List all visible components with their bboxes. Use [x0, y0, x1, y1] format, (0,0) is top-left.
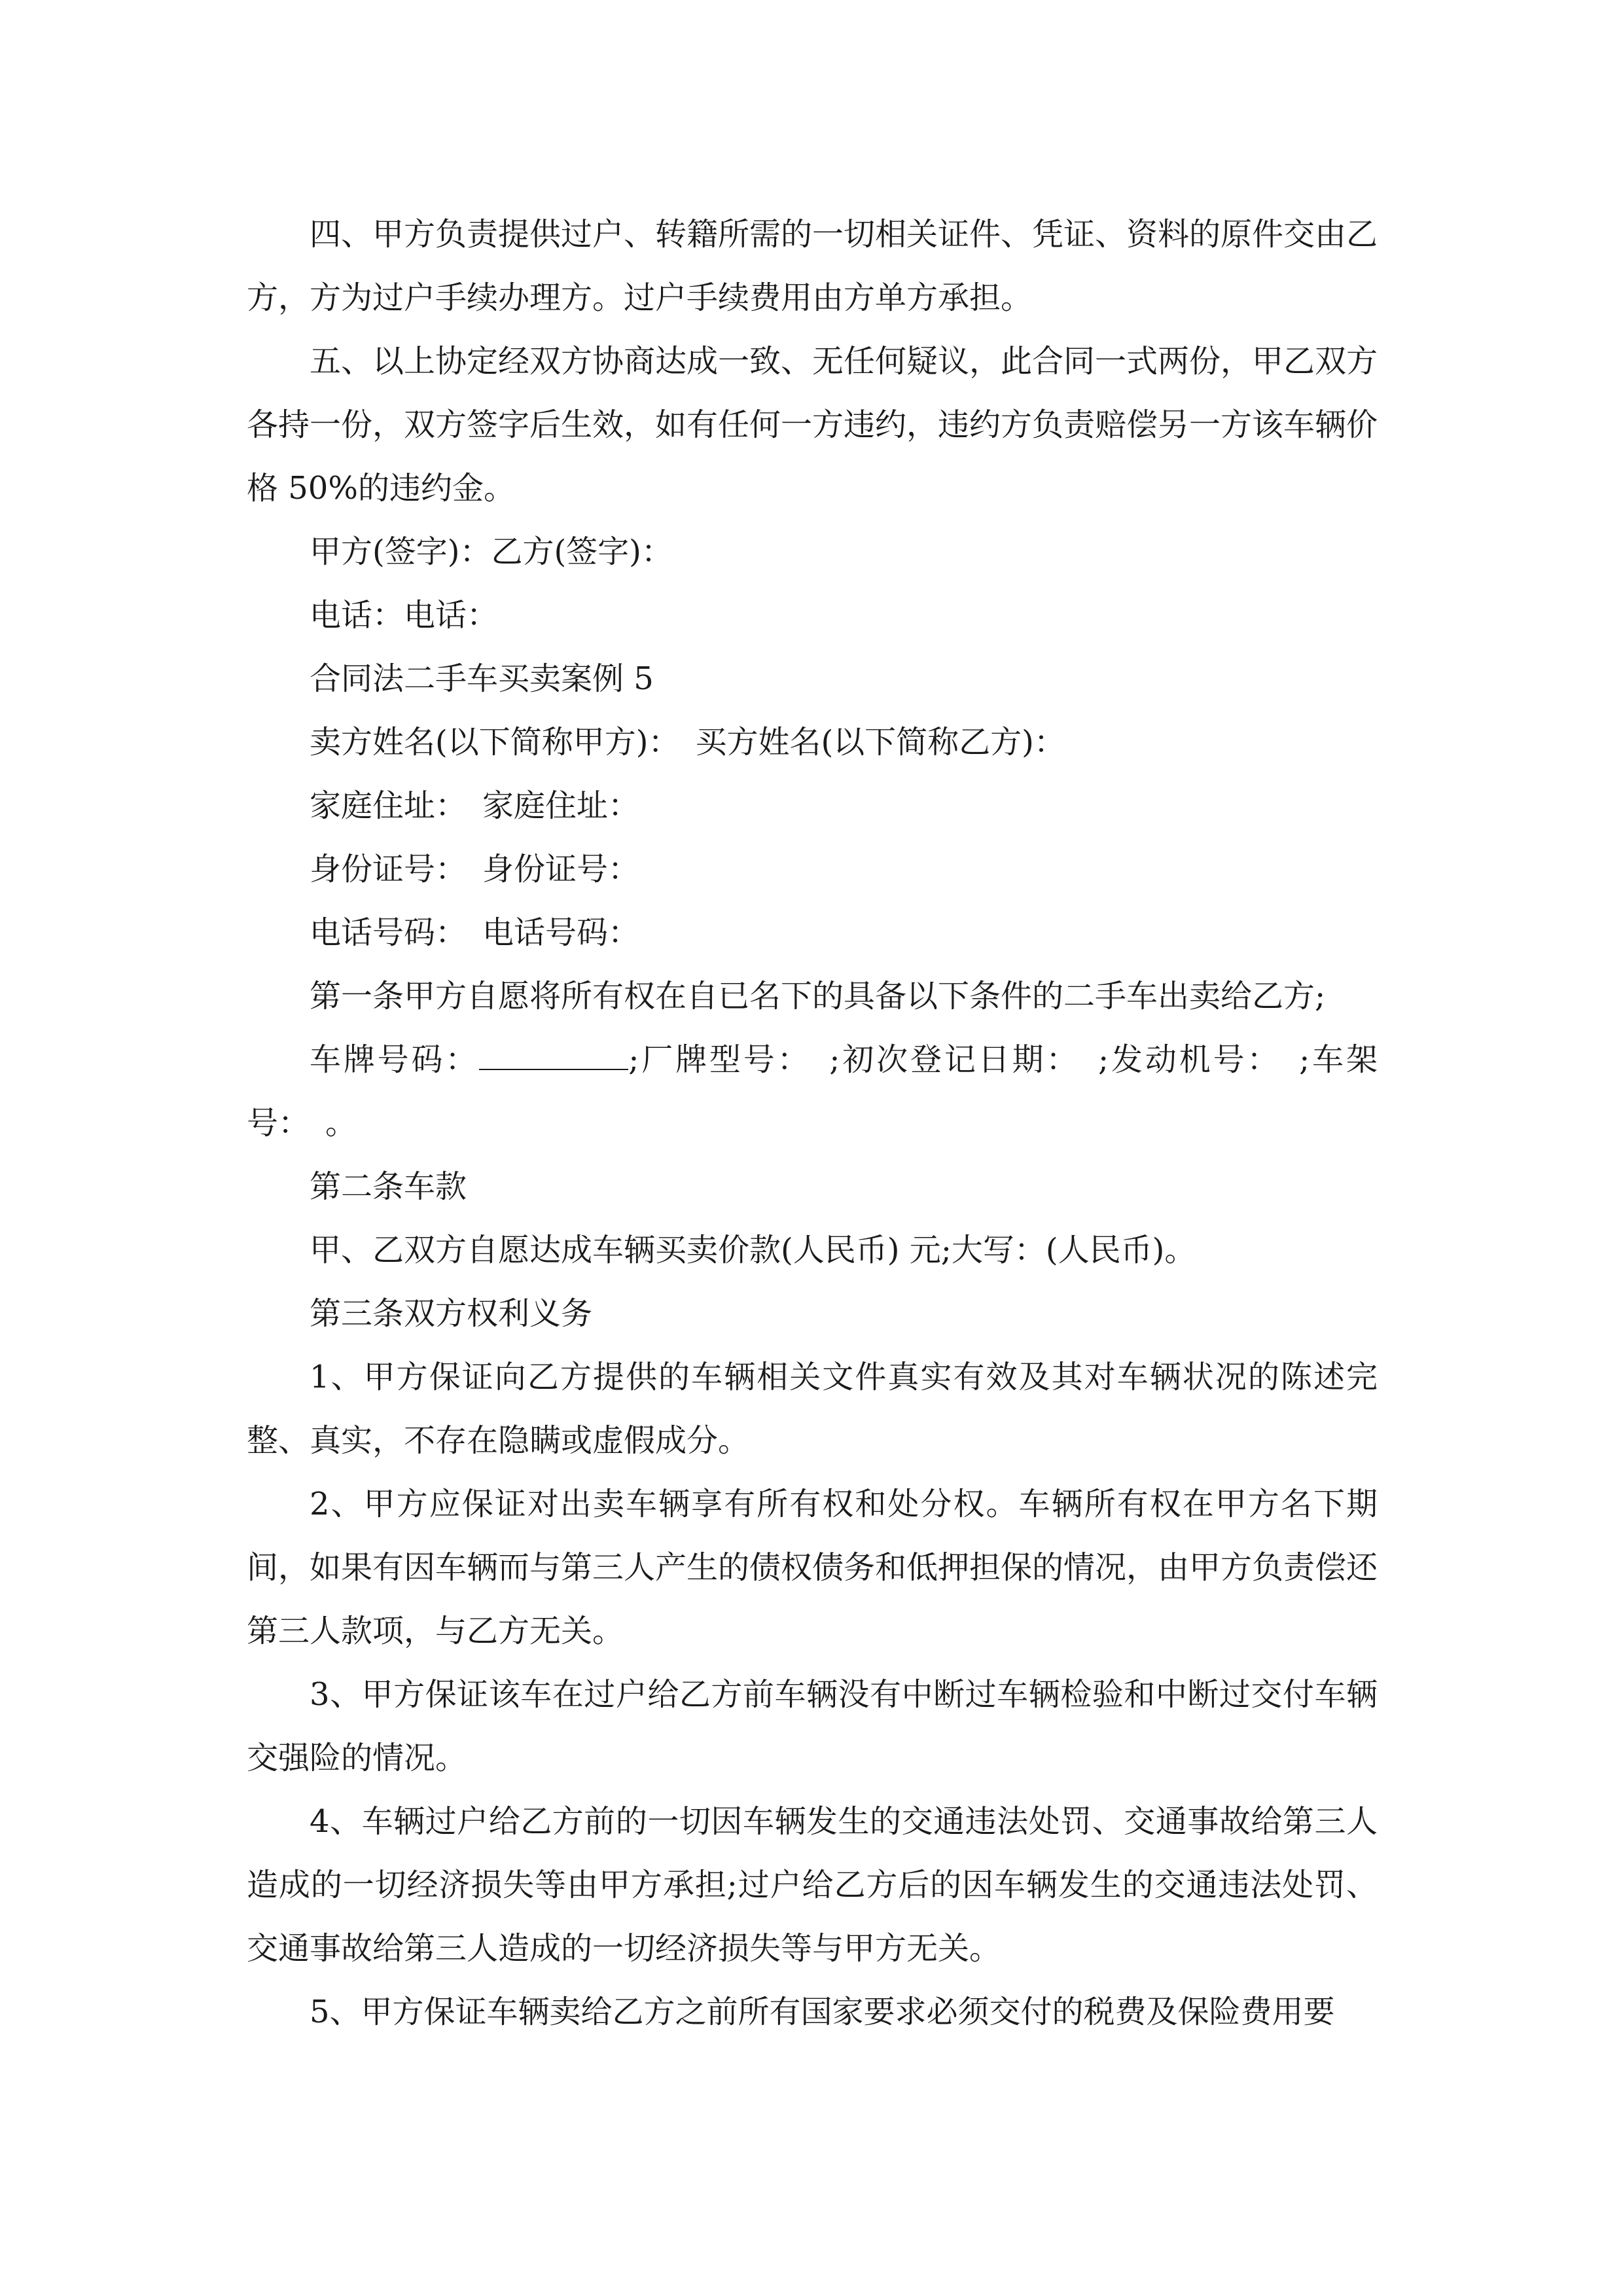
plate-blank-underline — [479, 1043, 628, 1070]
article-three-heading: 第三条双方权利义务 — [310, 1295, 593, 1332]
article-one: 第一条甲方自愿将所有权在自已名下的具备以下条件的二手车出卖给乙方; — [310, 978, 1326, 1014]
obligation-3: 3、甲方保证该车在过户给乙方前车辆没有中断过车辆检验和中断过交付车辆交强险的情况。 — [247, 1676, 1378, 1776]
clause-four: 四、甲方负责提供过户、转籍所需的一切相关证件、凭证、资料的原件交由乙方，方为过户手续办理方。过户手续费用由方单方承担。 — [247, 216, 1378, 316]
clause-five: 五、以上协定经双方协商达成一致、无任何疑议，此合同一式两份，甲乙双方各持一份，双方签字后生效，如有任何一方违约，违约方负责赔偿另一方该车辆价格 50%的违约金。 — [247, 343, 1378, 507]
document-body — [247, 203, 1378, 2044]
obligation-5: 5、甲方保证车辆卖给乙方之前所有国家要求必须交付的税费及保险费用要 — [310, 1994, 1335, 2030]
plate-label: 车牌号码： — [310, 1041, 480, 1078]
party-id-numbers: 身份证号： 身份证号： — [310, 851, 640, 888]
vehicle-details — [247, 1028, 1378, 1155]
case-title: 合同法二手车买卖案例 5 — [310, 660, 654, 697]
obligation-4: 4、车辆过户给乙方前的一切因车辆发生的交通违法处罚、交通事故给第三人造成的一切经济损失等由甲方承担;过户给乙方后的因车辆发生的交通违法处罚、交通事故给第三人造成的一切经济损失等与甲方无关。 — [247, 1803, 1378, 1967]
signature-line: 甲方(签字)：乙方(签字)： — [310, 533, 673, 570]
obligation-2: 2、甲方应保证对出卖车辆享有所有权和处分权。车辆所有权在甲方名下期间，如果有因车辆而与第三人产生的债权债务和低押担保的情况，由甲方负责偿还第三人款项，与乙方无关。 — [247, 1486, 1378, 1649]
article-two-price: 甲、乙双方自愿达成车辆买卖价款(人民币) 元;大写：(人民币)。 — [310, 1232, 1196, 1268]
party-phone-numbers: 电话号码： 电话号码： — [310, 914, 640, 951]
obligation-1: 1、甲方保证向乙方提供的车辆相关文件真实有效及其对车辆状况的陈述完整、真实，不存在隐瞒或虚假成分。 — [247, 1359, 1378, 1459]
party-names: 卖方姓名(以下简称甲方)： 买方姓名(以下简称乙方)： — [310, 724, 1065, 761]
article-two-heading: 第二条车款 — [310, 1168, 467, 1205]
vehicle-fields: ;厂牌型号： ;初次登记日期： ;发动机号： ;车架号： 。 — [247, 1041, 1378, 1141]
party-addresses: 家庭住址： 家庭住址： — [310, 787, 640, 824]
phone-line: 电话：电话： — [310, 597, 499, 634]
